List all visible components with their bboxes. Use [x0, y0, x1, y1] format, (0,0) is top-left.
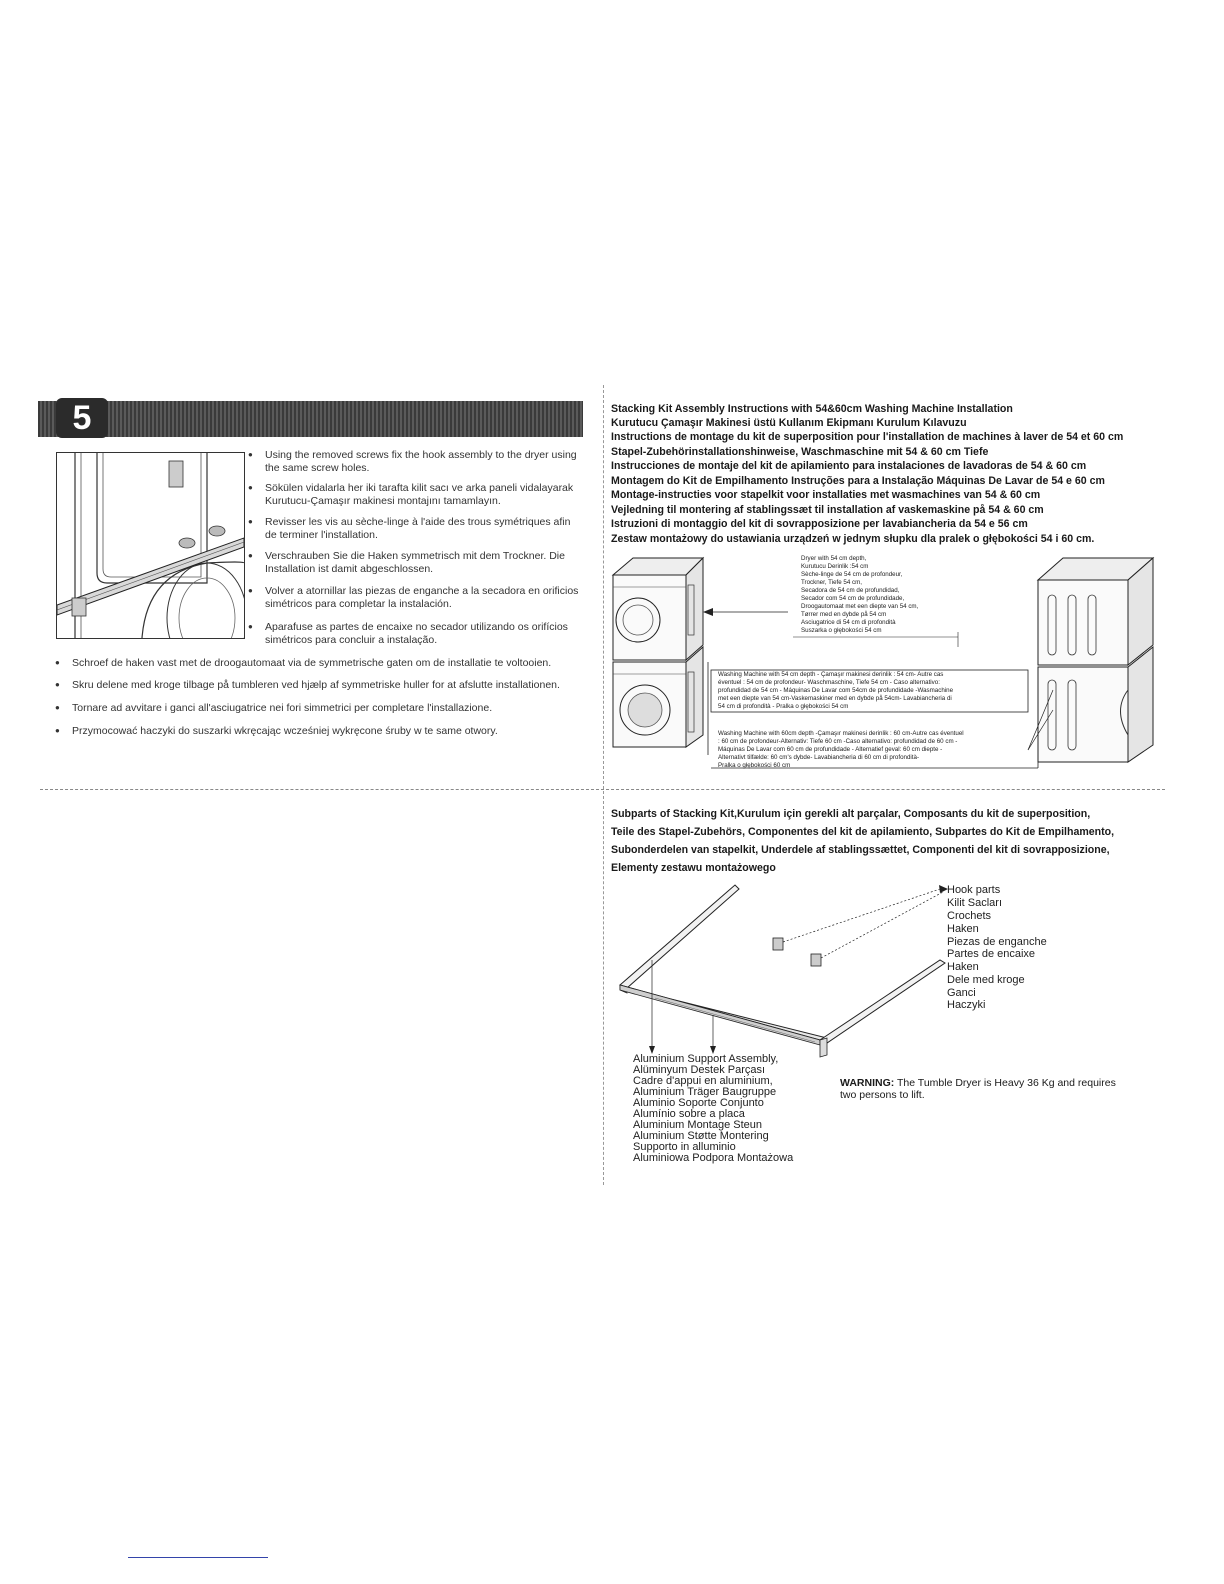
- step-number-badge: 5: [56, 398, 108, 438]
- title-fr: Instructions de montage du kit de superposition pour l'installation de machines à laver de 54 et 60 cm: [611, 431, 1124, 443]
- hook-parts-label-9: Haczyki: [947, 999, 986, 1011]
- washer60-label-1: : 60 cm de profondeur-Alternativ: Tiefe 60 cm -Caso alternativo: profundidad de 60 cm -: [718, 738, 958, 745]
- hook-parts-label-2: Crochets: [947, 910, 992, 922]
- bullet-pt: ● Aparafuse as partes de encaixe no secador utilizando os orifícios simétricos para concluir a instalação.: [265, 621, 585, 646]
- support-label-5: Alumínio sobre a placa: [633, 1108, 745, 1120]
- subparts-heading-3: Elementy zestawu montażowego: [611, 862, 776, 874]
- hook-parts-label-7: Dele med kroge: [947, 974, 1025, 986]
- dryer-label-0: Dryer with 54 cm depth,: [801, 555, 867, 562]
- hook-installation-illustration: [56, 452, 245, 639]
- title-pt: Montagem do Kit de Empilhamento Instruções para a Instalação Máquinas De Lavar de 54 e 60 cm: [611, 475, 1105, 487]
- support-label-1: Alüminyum Destek Parçası: [633, 1064, 766, 1076]
- bullet-de: ● Verschrauben Sie die Haken symmetrisch mit dem Trockner. Die Installation ist damit abgeschlossen.: [265, 550, 585, 575]
- dryer-label-2: Sèche-linge de 54 cm de profondeur,: [801, 571, 903, 578]
- dryer-label-5: Secador com 54 cm de profundidade,: [801, 595, 905, 602]
- support-label-0: Aluminium Support Assembly,: [633, 1053, 779, 1065]
- washer60-label-0: Washing Machine with 60cm depth -Çamaşır makinesi derinlik : 60 cm-Autre cas éventuel: [718, 730, 964, 737]
- title-de: Stapel-Zubehörinstallationshinweise, Waschmaschine mit 54 & 60 cm Tiefe: [611, 446, 989, 458]
- subparts-heading-2: Subonderdelen van stapelkit, Underdele af stablingssættet, Componenti del kit di sovrapposizione,: [611, 844, 1110, 856]
- hook-parts-label-8: Ganci: [947, 987, 976, 999]
- dryer-label-9: Suszarka o głębokości 54 cm: [801, 627, 882, 634]
- dryer-label-4: Secadora de 54 cm de profundidad,: [801, 587, 900, 594]
- washer54-label-4: 54 cm di profondità - Pralka o głębokości 54 cm: [718, 703, 849, 710]
- support-label-7: Aluminium Støtte Montering: [633, 1130, 769, 1142]
- title-tr: Kurutucu Çamaşır Makinesi üstü Kullanım Ekipmanı Kurulum Kılavuzu: [611, 417, 967, 429]
- bullet-en: ● Using the removed screws fix the hook assembly to the dryer using the same screw holes.: [265, 449, 585, 474]
- bullet-pl: ● Przymocować haczyki do suszarki wkręcając wcześniej wykręcone śruby w te same otwory.: [72, 725, 592, 738]
- dryer-label-3: Trockner, Tiefe 54 cm,: [801, 579, 862, 586]
- dryer-label-1: Kurutucu Derinlik :54 cm: [801, 563, 869, 570]
- washer54-label-3: met een diepte van 54 cm-Vaskemaskiner med en dybde på 54cm- Lavabiancheria di: [718, 695, 952, 702]
- washer60-label-4: Pralka o głębokości 60 cm: [718, 762, 791, 769]
- hook-parts-label-5: Partes de encaixe: [947, 948, 1036, 960]
- title-pl: Zestaw montażowy do ustawiania urządzeń w jednym słupku dla pralek o głębokości 54 i 60 cm.: [611, 533, 1095, 545]
- support-label-3: Aluminium Träger Baugruppe: [633, 1086, 777, 1098]
- support-label-8: Supporto in alluminio: [633, 1141, 736, 1153]
- bullet-tr: ● Sökülen vidalarla her iki tarafta kilit sacı ve arka paneli vidalayarak Kurutucu-Çamaşır makinesi montajını tamamlayın.: [265, 482, 585, 507]
- title-nl: Montage-instructies voor stapelkit voor installaties met wasmachines van 54 & 60 cm: [611, 489, 1041, 501]
- bullet-it: ● Tornare ad avvitare i ganci all'asciugatrice nei fori simmetrici per completare l'installazione.: [72, 702, 592, 715]
- warning-label: WARNING:: [840, 1077, 895, 1089]
- bullet-fr: ● Revisser les vis au sèche-linge à l'aide des trous symétriques afin de terminer l'installation.: [265, 516, 585, 541]
- dryer-label-8: Asciugatrice di 54 cm di profondità: [801, 619, 896, 626]
- bullet-nl: ● Schroef de haken vast met de droogautomaat via de symmetrische gaten om de installatie te voltooien.: [72, 657, 592, 670]
- hook-parts-label-6: Haken: [947, 961, 979, 973]
- dryer-label-7: Tørrer med en dybde på 54 cm: [801, 611, 887, 618]
- title-en: Stacking Kit Assembly Instructions with 54&60cm Washing Machine Installation: [611, 403, 1013, 415]
- hook-parts-label-4: Piezas de enganche: [947, 936, 1047, 948]
- support-label-9: Aluminiowa Podpora Montażowa: [633, 1152, 794, 1164]
- washer54-label-0: Washing Machine with 54 cm depth - Çamaşır makinesi derinlik : 54 cm- Autre cas: [718, 671, 944, 678]
- subparts-heading-0: Subparts of Stacking Kit,Kurulum için gerekli alt parçalar, Composants du kit de superposition,: [611, 808, 1091, 820]
- horizontal-divider: [40, 789, 1165, 790]
- washer54-label-2: profundidad de 54 cm - Máquinas De Lavar com 54cm de profundidade -Wasmachine: [718, 687, 954, 694]
- dryer-label-6: Droogautomaat met een diepte van 54 cm,: [801, 603, 919, 610]
- step-header-bar: [38, 401, 583, 437]
- hook-parts-label-3: Haken: [947, 923, 979, 935]
- footer-rule: [128, 1557, 268, 1558]
- support-frame-diagram: [615, 880, 955, 1060]
- warning-text-2: two persons to lift.: [840, 1089, 925, 1101]
- warning-text-1: The Tumble Dryer is Heavy 36 Kg and requires: [896, 1077, 1116, 1089]
- support-label-6: Aluminium Montage Steun: [633, 1119, 763, 1131]
- bullet-da: ● Skru delene med kroge tilbage på tumbleren ved hjælp af symmetriske huller for at afslutte installationen.: [72, 679, 592, 692]
- title-it: Istruzioni di montaggio del kit di sovrapposizione per lavabiancheria da 54 e 56 cm: [611, 518, 1028, 530]
- support-label-2: Cadre d'appui en aluminium,: [633, 1075, 773, 1087]
- title-es: Instrucciones de montaje del kit de apilamiento para instalaciones de lavadoras de 54 & 60 cm: [611, 460, 1087, 472]
- hook-parts-label-0: Hook parts: [947, 884, 1001, 896]
- warning-note: [840, 1077, 1116, 1089]
- title-da: Vejledning til montering af stablingssæt til installation af vaskemaskine på 54 & 60 cm: [611, 504, 1044, 516]
- washer60-label-3: Alternativt tilfælde: 60 cm's dybde- Lavabiancheria di 60 cm di profondità-: [718, 754, 920, 761]
- hook-parts-label-1: Kilit Sacları: [947, 897, 1003, 909]
- support-label-4: Aluminio Soporte Conjunto: [633, 1097, 764, 1109]
- bullet-es: ● Volver a atornillar las piezas de enganche a la secadora en orificios simétricos para completar la instalación.: [265, 585, 585, 610]
- vertical-divider: [603, 385, 604, 1185]
- washer60-label-2: Máquinas De Lavar com 60 cm de profundidade - Alternatief geval: 60 cm diepte -: [718, 746, 943, 753]
- washer54-label-1: éventuel : 54 cm de profondeur- Waschmaschine, Tiefe 54 cm - Caso alternativo:: [718, 679, 940, 686]
- subparts-heading-1: Teile des Stapel-Zubehörs, Componentes del kit de apilamiento, Subpartes do Kit de Empilhamento,: [611, 826, 1115, 838]
